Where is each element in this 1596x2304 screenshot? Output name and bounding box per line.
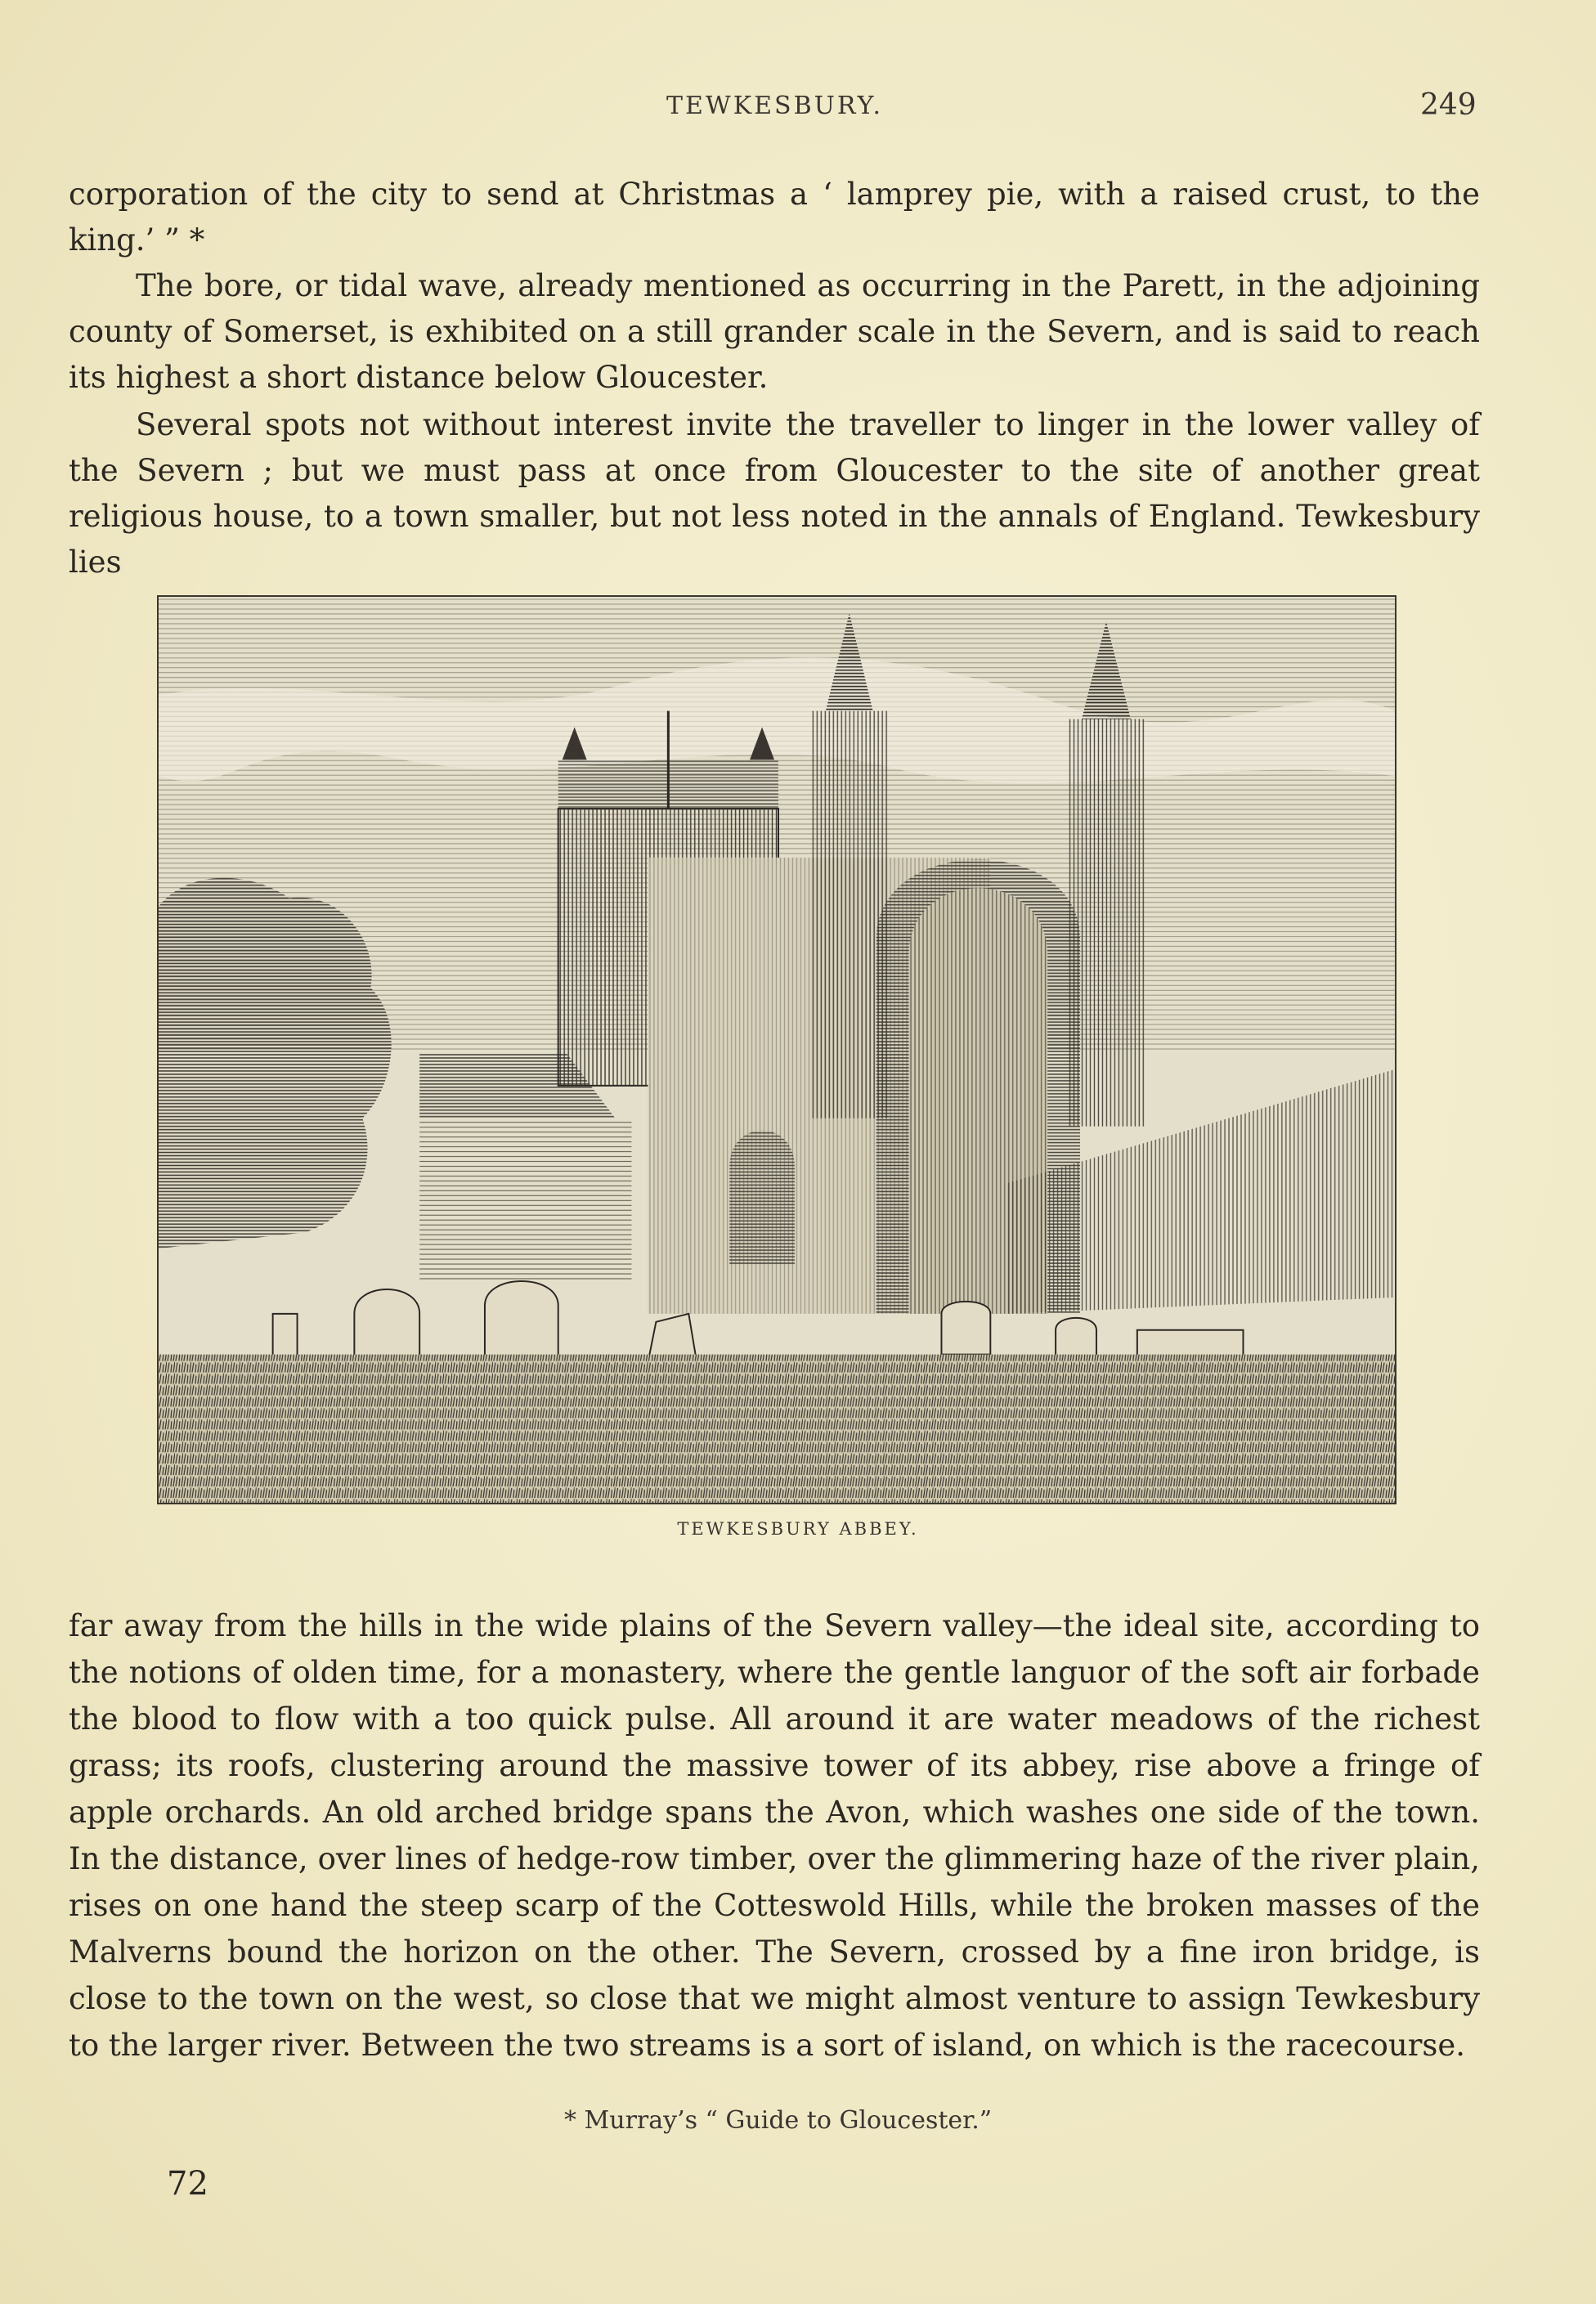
signature-number: 72 — [167, 2165, 208, 2203]
paragraph-continuation: corporation of the city to send at Christmas a ‘ lamprey pie, with a raised crust, to the king.’ ” * — [69, 177, 1480, 258]
abbey-illustration — [159, 597, 1395, 1503]
running-title: TEWKESBURY. — [666, 92, 884, 120]
footnote: * Murray’s “ Guide to Gloucester.” — [564, 2106, 993, 2135]
engraving-tewkesbury-abbey — [157, 595, 1396, 1504]
paragraph-tewkesbury-setting: far away from the hills in the wide plains of the Severn valley—the ideal site, according to the notions of olden time, for a monastery, where the gentle languor of the soft air forbade the blood to flow with a too quick pulse. All around it are water meadows of the richest grass; its roofs, clustering around the massive tower of its abbey, rise above a fringe of apple orchards. An old arched bridge spans the Avon, which washes one side of the town. In the distance, over lines of hedge-row timber, over the glimmering haze of the river plain, rises on one hand the steep scarp of the Cotteswold Hills, while the broken masses of the Malverns bound the horizon on the other. The Severn, crossed by a fine iron bridge, is close to the town on the west, so close that we might almost venture to assign Tewkesbury to the larger river. Between the two streams is a sort of island, on which is the racecourse. — [69, 1608, 1480, 2063]
running-head — [0, 88, 1596, 132]
paragraph-severn-valley: Several spots not without interest invite the traveller to linger in the lower valley of the Severn ; but we must pass at once from Gloucester to the site of another great religious house, to a town smaller, but not less noted in the annals of England. Tewkesbury lies — [69, 407, 1480, 580]
page-number: 249 — [1420, 88, 1477, 122]
figure-caption: TEWKESBURY ABBEY. — [677, 1519, 919, 1539]
paragraph-bore: The bore, or tidal wave, already mentioned as occurring in the Parett, in the adjoining county of Somerset, is exhibited on a still grander scale in the Severn, and is said to reach its highest a short distance below Gloucester. — [69, 268, 1480, 395]
